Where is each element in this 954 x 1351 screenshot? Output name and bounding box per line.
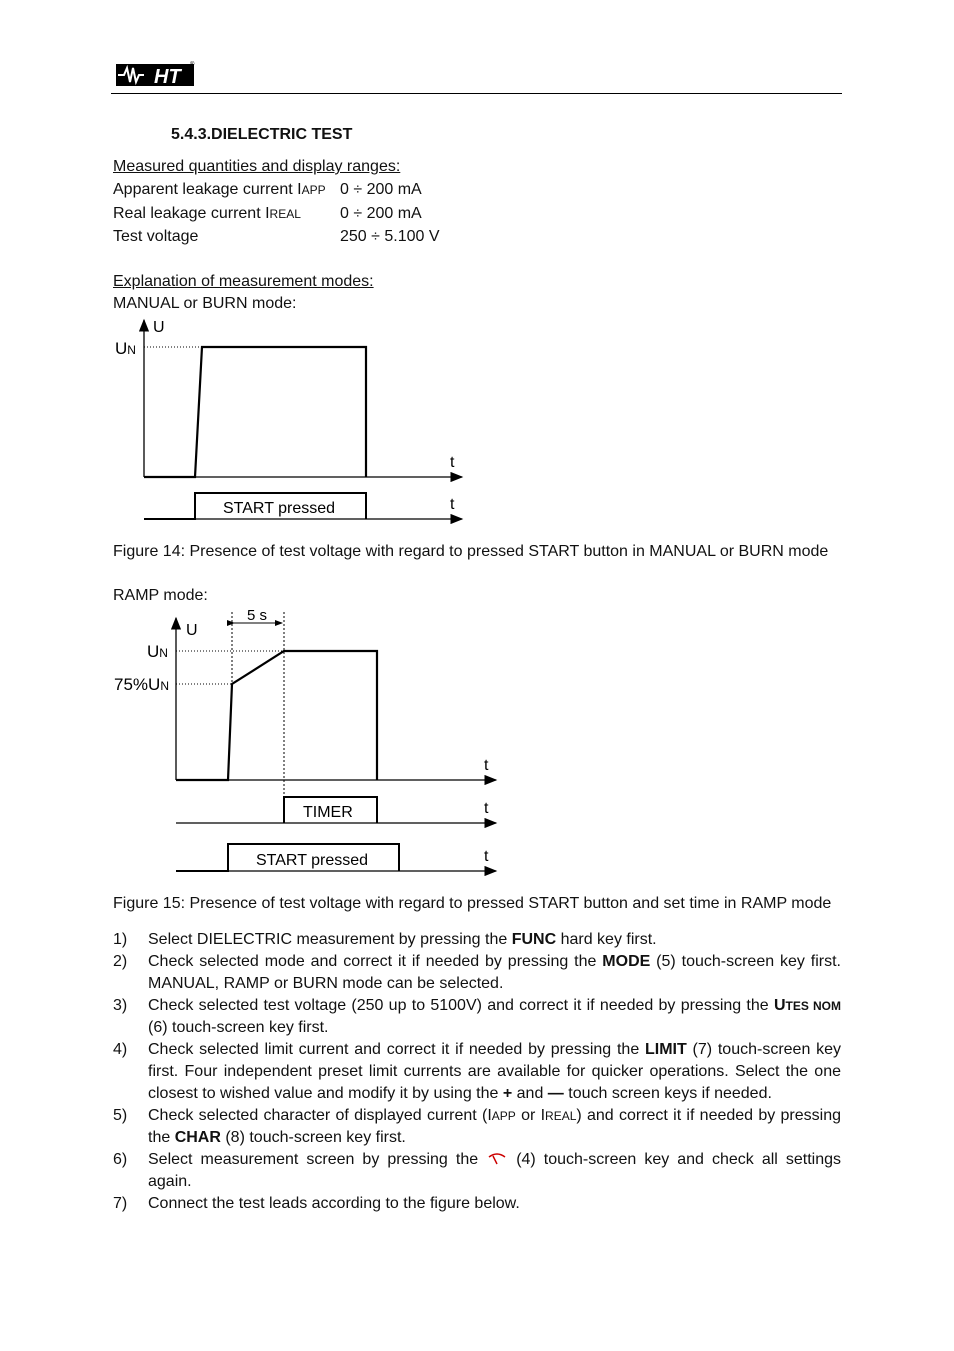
measured-heading: Measured quantities and display ranges: [113,158,401,175]
list-item: 7) Connect the test leads according to the figure below. [113,1195,520,1212]
list-item: 6) Select measurement screen by pressing the (4) touch-screen key and check all settings again. [113,1151,841,1190]
u-axis-label: U [153,319,165,336]
figure-14-diagram [110,312,470,527]
measured-row-range: 0 ÷ 200 mA [340,205,422,222]
voltage-waveform [144,347,366,477]
list-item: 2) Check selected mode and correct it if needed by pressing the MODE (5) touch-screen key first. MANUAL, RAMP or BURN mode can be selected. [113,953,841,992]
u-axis-label: U [186,622,198,639]
ht-logo [116,60,196,88]
measured-row-label: Real leakage current IREAL [113,205,301,222]
un-label: UN [147,642,168,661]
t-label: t [484,800,489,817]
logo-text: HT [154,66,181,88]
figure-15-diagram [110,604,510,879]
list-item: 4) Check selected limit current and correct it if needed by pressing the LIMIT (7) touch-screen key first. Four independent preset limit currents are available for quicker operations. Select the one closest to wished value and modify it by using the + and — touch screen keys if needed. [113,1041,842,1102]
measured-row-label: Test voltage [113,228,199,245]
start-pressed-label: START pressed [223,500,336,517]
measured-row-range: 0 ÷ 200 mA [340,181,422,198]
voltage-waveform [176,651,377,780]
ramp-mode-label: RAMP mode: [113,587,208,604]
t-label: t [484,757,489,774]
list-item: 3) Check selected test voltage (250 up to 5100V) and correct it if needed by pressing the UTES NOM (6) touch-screen key first. [113,997,842,1036]
svg-text:®: ® [190,62,195,68]
figure-14-caption: Figure 14: Presence of test voltage with regard to pressed START button in MANUAL or BURN mode [113,543,829,560]
t-label: t [450,496,455,513]
list-item: 5) Check selected character of displayed current (IAPP or IREAL) and correct it if needed by pressing the CHAR (8) touch-screen key first. [113,1107,841,1146]
un75-label: 75%UN [114,675,169,694]
section-title: 5.4.3.DIELECTRIC TEST [171,126,353,143]
interval-label: 5 s [247,607,268,624]
start-pressed-label: START pressed [256,852,369,869]
measured-row-range: 250 ÷ 5.100 V [340,228,440,245]
figure-15-caption: Figure 15: Presence of test voltage with regard to pressed START button and set time in RAMP mode [113,895,832,912]
t-label: t [484,848,489,865]
explanation-heading: Explanation of measurement modes: [113,273,374,290]
timer-label: TIMER [303,804,353,821]
header-rule [111,93,842,94]
instruction-list [113,929,841,1215]
manual-mode-label: MANUAL or BURN mode: [113,295,297,312]
measurement-screen-icon [486,1152,508,1166]
list-item: 1) Select DIELECTRIC measurement by pressing the FUNC hard key first. [113,931,657,948]
t-label: t [450,454,455,471]
measured-row-label: Apparent leakage current IAPP [113,181,326,198]
un-label: UN [115,339,136,358]
